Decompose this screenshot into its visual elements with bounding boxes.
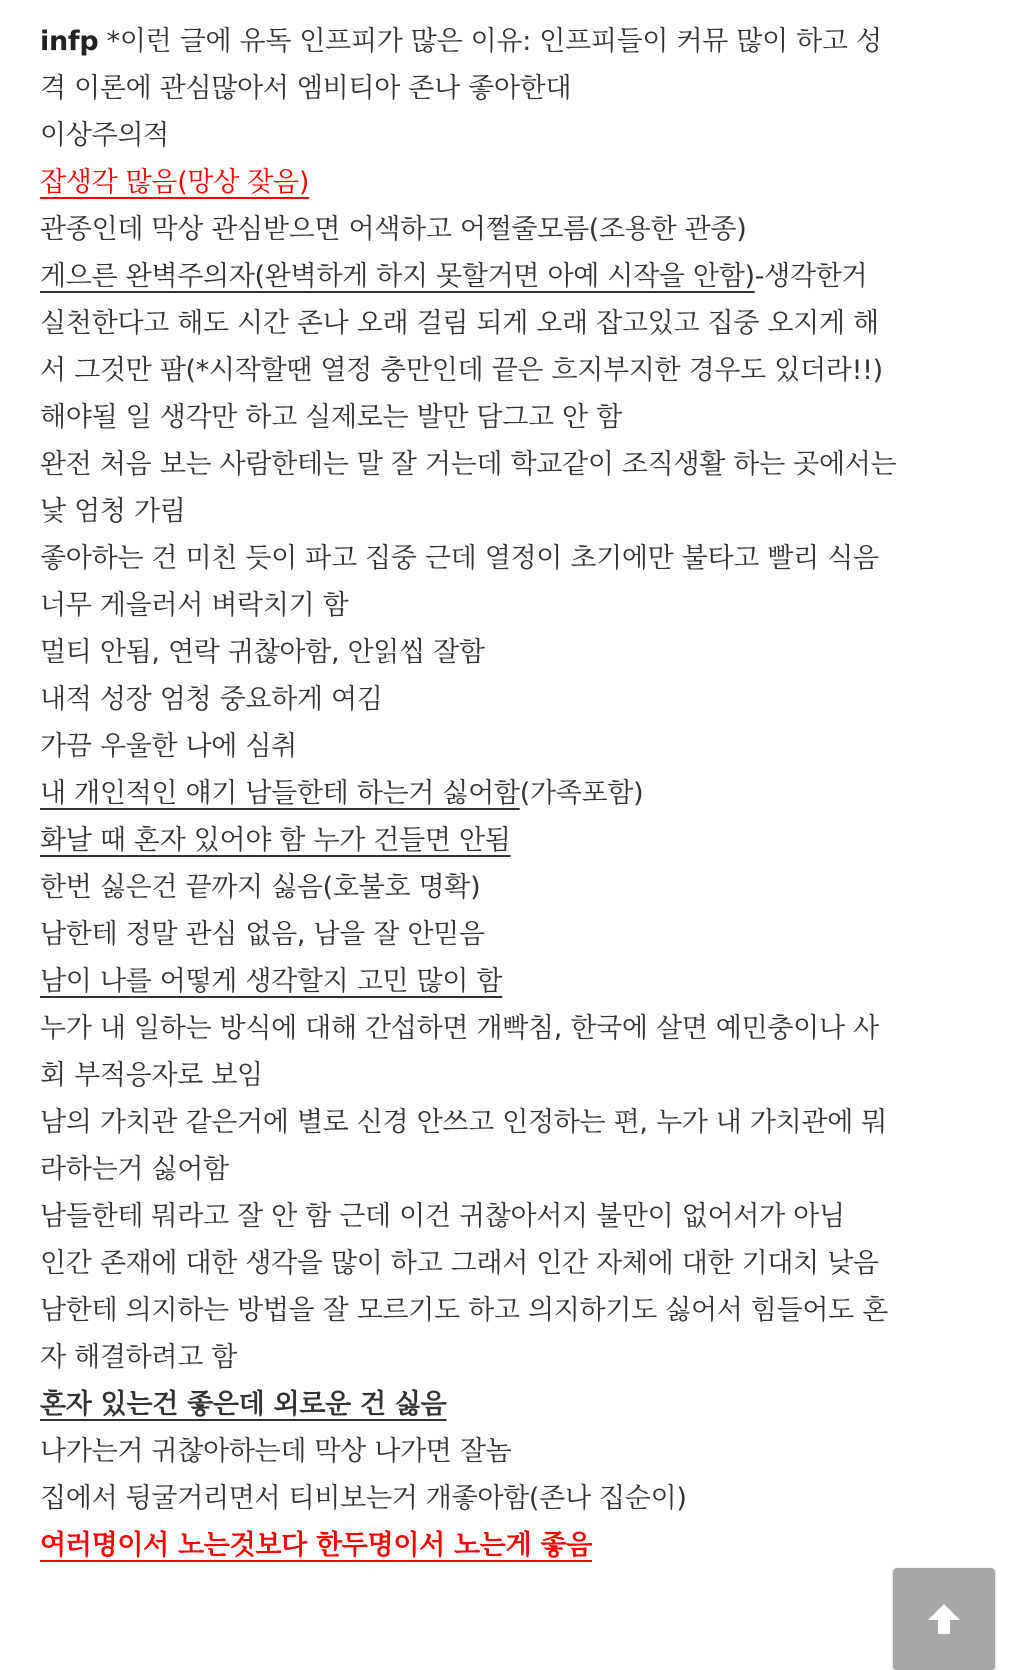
post-line: 한번 싫은건 끝까지 싫음(호불호 명확) bbox=[40, 872, 481, 903]
highlight-text: 잡생각 많음(망상 잦음) bbox=[40, 167, 310, 198]
arrow-up-icon bbox=[922, 1597, 966, 1641]
post-line: 서 그것만 팜(*시작할땐 열정 충만인데 끝은 흐지부지한 경우도 있더라!!) bbox=[40, 355, 883, 386]
post-line: 집에서 뒹굴거리면서 티비보는거 개좋아함(존나 집순이) bbox=[40, 1483, 687, 1514]
underlined-text: 남이 나를 어떻게 생각할지 고민 많이 함 bbox=[40, 966, 503, 997]
post-line: 멀티 안됨, 연락 귀찮아함, 안읽씹 잘함 bbox=[40, 637, 485, 668]
post-line bbox=[40, 817, 990, 864]
post-line: 남의 가치관 같은거에 별로 신경 안쓰고 인정하는 편, 누가 내 가치관에 뭐 bbox=[40, 1107, 888, 1138]
post-line bbox=[40, 1381, 990, 1428]
post-line: 자 해결하려고 함 bbox=[40, 1342, 238, 1373]
plain-text: -생각한거 bbox=[754, 261, 868, 292]
scroll-to-top-button[interactable] bbox=[893, 1568, 995, 1670]
post-line: 나가는거 귀찮아하는데 막상 나가면 잘놈 bbox=[40, 1436, 512, 1467]
post-line: 회 부적응자로 보임 bbox=[40, 1060, 263, 1091]
post-line: 좋아하는 건 미친 듯이 파고 집중 근데 열정이 초기에만 불타고 빨리 식음 bbox=[40, 543, 879, 574]
post-line: 내적 성장 엄청 중요하게 여김 bbox=[40, 684, 383, 715]
post-line: 남한테 정말 관심 없음, 남을 잘 안믿음 bbox=[40, 919, 485, 950]
post-line-highlight bbox=[40, 159, 990, 206]
post-line: 라하는거 싫어함 bbox=[40, 1154, 229, 1185]
post-title: infp bbox=[40, 26, 99, 57]
plain-text: (가족포함) bbox=[519, 778, 644, 809]
post-line: 관종인데 막상 관심받으면 어색하고 어쩔줄모름(조용한 관종) bbox=[40, 214, 747, 245]
post-line bbox=[40, 253, 990, 300]
post-intro: *이런 글에 유독 인프피가 많은 이유: 인프피들이 커뮤 많이 하고 성 bbox=[98, 26, 882, 57]
post-line: 남들한테 뭐라고 잘 안 함 근데 이건 귀찮아서지 불만이 없어서가 아님 bbox=[40, 1201, 845, 1232]
post-line: 해야될 일 생각만 하고 실제로는 발만 담그고 안 함 bbox=[40, 402, 622, 433]
underlined-text: 내 개인적인 얘기 남들한테 하는거 싫어함 bbox=[40, 778, 520, 809]
post-line: 남한테 의지하는 방법을 잘 모르기도 하고 의지하기도 싫어서 힘들어도 혼 bbox=[40, 1295, 889, 1326]
post-line: 완전 처음 보는 사람한테는 말 잘 거는데 학교같이 조직생활 하는 곳에서는 bbox=[40, 449, 897, 480]
post-line: 격 이론에 관심많아서 엠비티아 존나 좋아한대 bbox=[40, 73, 572, 104]
post-line: 이상주의적 bbox=[40, 120, 169, 151]
post-line bbox=[40, 770, 990, 817]
post-line: 너무 게을러서 벼락치기 함 bbox=[40, 590, 349, 621]
post-line bbox=[40, 18, 990, 65]
post-line: 가끔 우울한 나에 심취 bbox=[40, 731, 297, 762]
bold-underlined-text: 혼자 있는건 좋은데 외로운 건 싫음 bbox=[40, 1389, 447, 1420]
post-line bbox=[40, 958, 990, 1005]
post-line: 인간 존재에 대한 생각을 많이 하고 그래서 인간 자체에 대한 기대치 낮음 bbox=[40, 1248, 879, 1279]
underlined-text: 게으른 완벽주의자(완벽하게 하지 못할거면 아예 시작을 안함) bbox=[40, 261, 755, 292]
post-line: 누가 내 일하는 방식에 대해 간섭하면 개빡침, 한국에 살면 예민충이나 사 bbox=[40, 1013, 879, 1044]
underlined-text: 화날 때 혼자 있어야 함 누가 건들면 안됨 bbox=[40, 825, 511, 856]
post-body bbox=[40, 18, 990, 1569]
post-line: 낯 엄청 가림 bbox=[40, 496, 186, 527]
post-line-highlight bbox=[40, 1522, 990, 1569]
highlight-bold-text: 여러명이서 노는것보다 한두명이서 노는게 좋음 bbox=[40, 1530, 593, 1561]
post-line: 실천한다고 해도 시간 존나 오래 걸림 되게 오래 잡고있고 집중 오지게 해 bbox=[40, 308, 879, 339]
